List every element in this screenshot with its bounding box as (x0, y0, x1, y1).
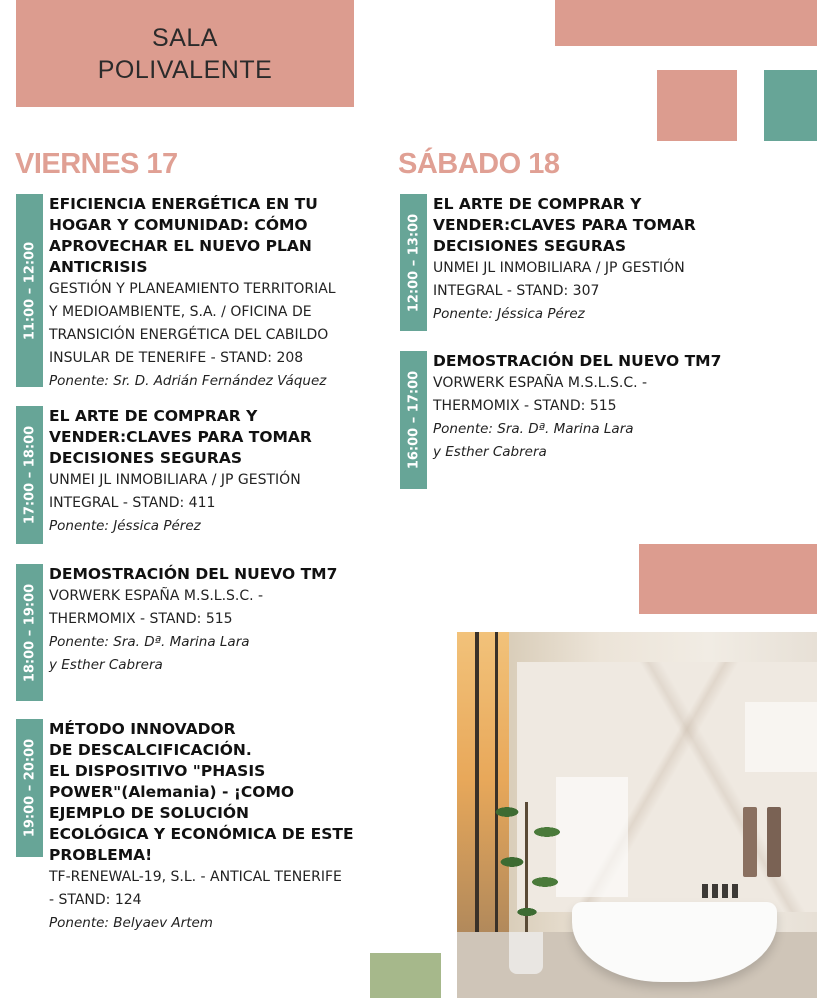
towel (767, 807, 781, 877)
day-heading-friday: VIERNES 17 (15, 148, 178, 180)
decor-block-teal-square (764, 70, 817, 141)
event-time: 17:00 – 18:00 (22, 425, 37, 525)
plant-pot (509, 932, 543, 974)
event-speaker: Ponente: Sra. Dª. Marina Lara y Esther Cabrera (49, 634, 250, 673)
event-body (43, 194, 336, 393)
room-title-line-2: POLIVALENTE (97, 55, 273, 84)
time-bar (16, 406, 43, 544)
event-organizer: UNMEI JL INMOBILIARA / JP GESTIÓN INTEGRAL - STAND: 411 (49, 472, 301, 511)
event-body (427, 194, 696, 331)
event-speaker: Ponente: Jéssica Pérez (433, 306, 585, 322)
event-time: 16:00 – 17:00 (406, 370, 421, 470)
event-title: EFICIENCIA ENERGÉTICA EN TU HOGAR Y COMUNIDAD: CÓMO APROVECHAR EL NUEVO PLAN ANTICRISIS (49, 195, 318, 276)
event-time: 12:00 – 13:00 (406, 213, 421, 312)
event-time: 11:00 – 12:00 (22, 241, 37, 340)
event-body (43, 406, 312, 544)
event-organizer: VORWERK ESPAÑA M.S.L.S.C. - THERMOMIX - STAND: 515 (49, 588, 264, 627)
event-item (400, 351, 740, 489)
event-time: 18:00 – 19:00 (22, 583, 37, 682)
bathroom-photo (457, 632, 817, 998)
event-organizer: GESTIÓN Y PLANEAMIENTO TERRITORIAL Y MEDIOAMBIENTE, S.A. / OFICINA DE TRANSICIÓN ENERGÉTICA DEL CABILDO INSULAR DE TENERIFE - STAND: 208 (49, 281, 336, 366)
time-bar (400, 194, 427, 331)
event-organizer: VORWERK ESPAÑA M.S.L.S.C. - THERMOMIX - STAND: 515 (433, 375, 648, 414)
event-title: MÉTODO INNOVADOR DE DESCALCIFICACIÓN. EL DISPOSITIVO "PHASIS POWER"(Alemania) - ¡COMO EJEMPLO DE SOLUCIÓN ECOLÓGICA Y ECONÓMICA DE ESTE PROBLEMA! (49, 720, 354, 864)
event-item (16, 564, 356, 701)
bottles (702, 884, 742, 898)
event-title: EL ARTE DE COMPRAR Y VENDER:CLAVES PARA TOMAR DECISIONES SEGURAS (433, 195, 696, 255)
towel (743, 807, 757, 877)
event-body (43, 564, 337, 701)
event-speaker: Ponente: Sr. D. Adrián Fernández Váquez (49, 373, 327, 389)
event-organizer: TF-RENEWAL-19, S.L. - ANTICAL TENERIFE - STAND: 124 (49, 869, 342, 908)
event-item (16, 406, 356, 544)
event-body (427, 351, 721, 489)
event-title: DEMOSTRACIÓN DEL NUEVO TM7 (433, 352, 722, 370)
time-bar (400, 351, 427, 489)
time-bar (16, 564, 43, 701)
event-organizer: UNMEI JL INMOBILIARA / JP GESTIÓN INTEGRAL - STAND: 307 (433, 260, 685, 299)
decor-block-pink-top (555, 0, 817, 46)
room-title-line-1: SALA (152, 23, 218, 52)
day-heading-saturday: SÁBADO 18 (398, 148, 560, 180)
event-time: 19:00 – 20:00 (22, 738, 37, 838)
event-speaker: Ponente: Belyaev Artem (49, 915, 213, 931)
event-item (16, 719, 356, 935)
decor-block-pink-mid (639, 544, 817, 614)
event-title: DEMOSTRACIÓN DEL NUEVO TM7 (49, 565, 338, 583)
event-item (16, 194, 356, 393)
event-item (400, 194, 740, 331)
event-body (43, 719, 354, 935)
plant-leaves (487, 782, 567, 937)
decor-block-pink-square (657, 70, 737, 141)
decor-overlay (745, 702, 817, 772)
time-bar (16, 719, 43, 857)
room-title-box (16, 0, 354, 107)
time-bar (16, 194, 43, 387)
event-title: EL ARTE DE COMPRAR Y VENDER:CLAVES PARA TOMAR DECISIONES SEGURAS (49, 407, 312, 467)
decor-block-olive (370, 953, 441, 998)
event-speaker: Ponente: Sra. Dª. Marina Lara y Esther Cabrera (433, 421, 634, 460)
event-speaker: Ponente: Jéssica Pérez (49, 518, 201, 534)
